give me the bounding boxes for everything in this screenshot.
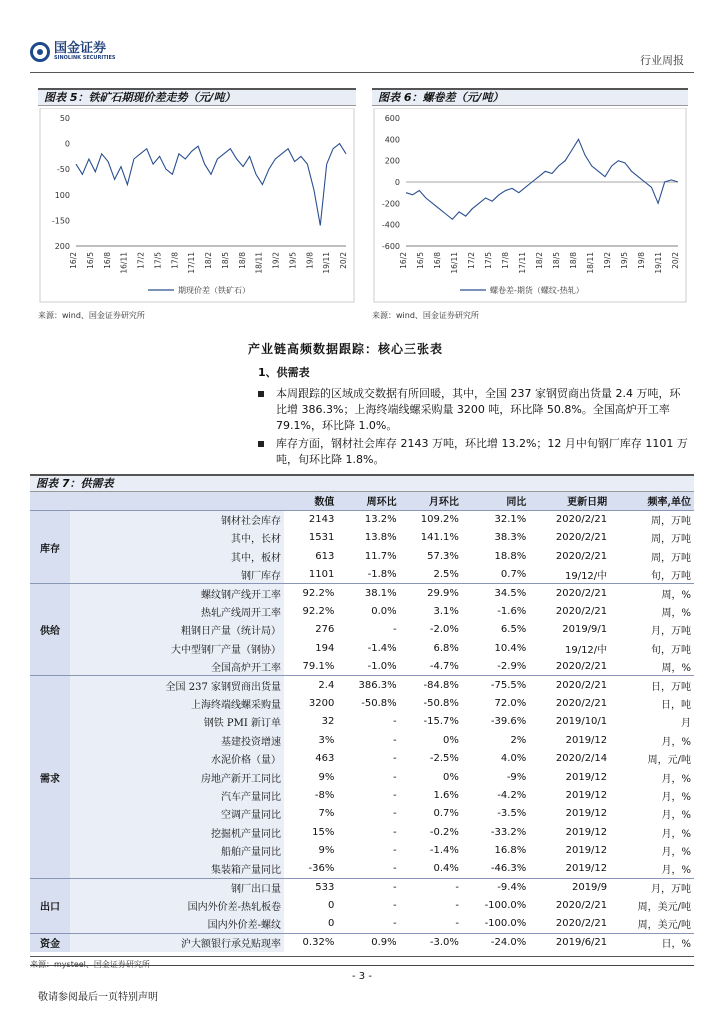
- table-row: [30, 731, 694, 749]
- table-cell: -0.2%: [429, 826, 459, 838]
- x-tick-label: 19/2: [271, 252, 281, 269]
- table-cell: 2%: [510, 734, 527, 746]
- table-cell: 9%: [318, 845, 335, 857]
- x-tick-label: 17/11: [518, 252, 527, 274]
- table-cell: 2019/9/1: [562, 624, 608, 636]
- table-cell: 92.2%: [284, 584, 337, 602]
- table-cell: 276: [315, 624, 335, 636]
- y-tick-label: 600: [384, 114, 400, 123]
- table-cell: 10.4%: [494, 642, 527, 654]
- table-cell: 2020/2/21: [555, 606, 608, 618]
- table-cell: -9%: [506, 771, 527, 783]
- col-header: 同比: [462, 492, 529, 510]
- table-cell: -: [393, 826, 397, 838]
- table-cell: 2019/12: [565, 863, 608, 875]
- row-label: 钢材社会库存: [70, 510, 284, 528]
- y-tick-label: -200: [381, 199, 400, 209]
- table-cell: 1.6%: [433, 789, 459, 801]
- figure-6-title: 图表 6：螺卷差（元/吨）: [372, 88, 688, 106]
- table-cell: -: [455, 918, 459, 930]
- table-cell: 2019/12: [565, 808, 608, 820]
- table-cell: 7%: [318, 808, 335, 820]
- table-cell: 周，万吨: [610, 510, 694, 528]
- table-cell: -50.8%: [361, 697, 397, 709]
- x-tick-label: 18/8: [569, 252, 578, 269]
- subsection-title: 1、供需表: [258, 366, 310, 379]
- bullet-2: [258, 436, 688, 468]
- table-row: [30, 676, 694, 694]
- row-label: 全国高炉开工率: [70, 658, 284, 676]
- table-cell: 2019/12: [565, 826, 608, 838]
- table-cell: 1531: [308, 532, 335, 544]
- col-header: 周环比: [337, 492, 399, 510]
- x-tick-label: 18/8: [237, 252, 247, 269]
- logo-en: SINOLINK SECURITIES: [54, 55, 116, 61]
- table-cell: 周，万吨: [651, 534, 691, 546]
- table-cell: -39.6%: [490, 716, 527, 728]
- table-cell: -24.0%: [462, 933, 529, 951]
- row-label: 上海终端线螺采购量: [70, 694, 284, 712]
- figure-7: [30, 474, 694, 970]
- table-cell: 463: [315, 753, 335, 765]
- row-label: 钢厂出口量: [70, 878, 284, 896]
- table-cell: -: [393, 808, 397, 820]
- legend-label: 期现价差（铁矿石）: [178, 286, 250, 295]
- x-tick-label: 19/2: [603, 252, 612, 269]
- table-cell: -: [393, 918, 397, 930]
- table-cell: 0.7%: [433, 808, 459, 820]
- table-cell: -: [393, 716, 397, 728]
- table-cell: 9%: [318, 771, 335, 783]
- col-header: 频率,单位: [610, 492, 694, 510]
- x-tick-label: 18/5: [220, 252, 230, 269]
- table-row: [30, 639, 694, 657]
- figure-5-source: 来源：wind、国金证券研究所: [38, 311, 145, 320]
- section-title: 产业链高频数据跟踪：核心三张表: [248, 342, 444, 356]
- x-tick-label: 16/2: [399, 252, 408, 269]
- row-label: 其中，长材: [70, 529, 284, 547]
- table-cell: 2.5%: [433, 569, 459, 580]
- table-cell: 2020/2/21: [555, 660, 608, 672]
- table-cell: 0.0%: [371, 606, 397, 618]
- table-row: [30, 915, 694, 933]
- disclaimer: 敬请参阅最后一页特别声明: [38, 992, 158, 1003]
- table-row: [30, 805, 694, 823]
- table-cell: 32: [321, 716, 335, 728]
- table-cell: 2020/2/21: [529, 676, 610, 694]
- row-label: 汽车产量同比: [70, 786, 284, 804]
- table-cell: 月: [681, 718, 691, 730]
- table-cell: -15.7%: [423, 716, 459, 728]
- table-cell: 194: [315, 642, 335, 654]
- table-cell: -1.4%: [367, 642, 397, 654]
- y-tick-label: 50: [59, 114, 70, 123]
- table-cell: 2019/6/21: [529, 933, 610, 951]
- table-cell: -3.0%: [400, 933, 462, 951]
- row-label: 沪大额银行承兑贴现率: [70, 933, 284, 951]
- table-cell: 19/12/中: [564, 644, 608, 656]
- y-tick-label: 200: [384, 156, 400, 166]
- row-label: 挖掘机产量同比: [70, 823, 284, 841]
- table-row: [30, 713, 694, 731]
- table-row: [30, 878, 694, 896]
- group-label: 出口: [30, 878, 70, 933]
- table-cell: -84.8%: [400, 676, 462, 694]
- row-label: 其中，板材: [70, 547, 284, 565]
- bullet-1-text: 本周跟踪的区域成交数据有所回暖，其中，全国 237 家钢贸商出货量 2.4 万吨，环比增 386.3%；上海终端线螺采购量 3200 吨，环比降 50.8%。全国高炉开工率 79.1%，环比降 1.0%。: [276, 387, 681, 432]
- series-line: [76, 144, 346, 226]
- table-cell: -36%: [308, 863, 335, 875]
- figure-6-chart: [372, 108, 688, 304]
- table-cell: 3%: [318, 734, 335, 746]
- table-cell: 日，万吨: [610, 676, 694, 694]
- figure-6: [372, 88, 688, 321]
- table-cell: 613: [315, 550, 335, 562]
- col-header: 更新日期: [529, 492, 610, 510]
- table-cell: 旬，万吨: [651, 571, 691, 582]
- row-label: 船舶产量同比: [70, 841, 284, 859]
- table-cell: 3200: [308, 697, 335, 709]
- y-tick-label: -600: [381, 242, 400, 251]
- x-tick-label: 19/11: [654, 252, 663, 274]
- table-cell: -2.9%: [497, 660, 527, 672]
- x-tick-label: 17/8: [170, 252, 180, 269]
- table-cell: 19/12/中: [564, 571, 608, 582]
- table-cell: 72.0%: [494, 697, 527, 709]
- y-tick-label: -400: [381, 220, 400, 230]
- company-logo: [30, 42, 116, 62]
- x-tick-label: 18/5: [552, 252, 561, 269]
- table-cell: 13.8%: [364, 532, 397, 544]
- y-tick-label: 200: [54, 242, 70, 251]
- row-label: 基建投资增速: [70, 731, 284, 749]
- table-cell: -75.5%: [462, 676, 529, 694]
- table-row: [30, 621, 694, 639]
- table-cell: 2020/2/21: [555, 532, 608, 544]
- table-row: [30, 566, 694, 584]
- row-label: 国内外价差-热轧板卷: [70, 897, 284, 915]
- table-cell: 2020/2/21: [555, 918, 608, 930]
- table-cell: -: [393, 900, 397, 912]
- table-cell: 2020/2/21: [529, 510, 610, 528]
- table-row: [30, 897, 694, 915]
- table-row: [30, 786, 694, 804]
- table-row: [30, 823, 694, 841]
- table-cell: 109.2%: [400, 510, 462, 528]
- y-tick-label: 400: [384, 135, 400, 145]
- table-cell: 38.1%: [337, 584, 399, 602]
- x-tick-label: 16/11: [450, 252, 459, 274]
- x-tick-label: 16/11: [119, 252, 129, 274]
- table-cell: 3.1%: [433, 606, 459, 618]
- y-tick-label: 0: [64, 139, 70, 149]
- table-cell: 周，美元/吨: [637, 920, 691, 932]
- table-cell: -1.4%: [429, 845, 459, 857]
- table-cell: 周，万吨: [651, 552, 691, 564]
- table-cell: 6.8%: [433, 642, 459, 654]
- supply-demand-table: [30, 492, 694, 952]
- table-cell: 2019/12: [565, 789, 608, 801]
- table-cell: 32.1%: [462, 510, 529, 528]
- table-cell: -46.3%: [490, 863, 527, 875]
- figure-5-title: 图表 5：铁矿石期现价差走势（元/吨）: [38, 88, 356, 106]
- row-label: 钢铁 PMI 新订单: [70, 713, 284, 731]
- table-row: [30, 841, 694, 859]
- x-tick-label: 18/11: [586, 252, 595, 274]
- x-tick-label: 16/8: [102, 252, 112, 269]
- x-tick-label: 17/2: [467, 252, 476, 269]
- table-cell: 0.4%: [433, 863, 459, 875]
- group-label: 资金: [30, 933, 70, 951]
- table-cell: 周，%: [661, 608, 691, 620]
- table-cell: 29.9%: [400, 584, 462, 602]
- row-label: 水泥价格（量）: [70, 749, 284, 767]
- bullet-icon: [258, 391, 264, 397]
- table-cell: 2020/2/14: [555, 753, 608, 765]
- x-tick-label: 16/2: [69, 252, 78, 269]
- table-cell: 2143: [284, 510, 337, 528]
- table-cell: -8%: [314, 789, 335, 801]
- table-cell: 月，%: [661, 810, 691, 822]
- table-cell: 13.2%: [337, 510, 399, 528]
- table-cell: 11.7%: [364, 550, 397, 562]
- table-cell: 2020/2/21: [555, 697, 608, 709]
- table-cell: 2019/12: [565, 771, 608, 783]
- table-cell: 月，%: [661, 847, 691, 859]
- row-label: 空调产量同比: [70, 805, 284, 823]
- row-label: 集装箱产量同比: [70, 860, 284, 878]
- table-cell: 38.3%: [494, 532, 527, 544]
- x-tick-label: 18/2: [204, 252, 213, 269]
- table-cell: 2019/9: [529, 878, 610, 896]
- table-cell: 1101: [308, 569, 335, 580]
- series-line: [406, 139, 678, 219]
- table-cell: 0: [327, 918, 335, 930]
- table-cell: 0: [327, 900, 335, 912]
- logo-icon: [30, 42, 50, 62]
- bullet-1: [258, 386, 688, 434]
- group-label: 供给: [30, 584, 70, 676]
- table-cell: 533: [284, 878, 337, 896]
- table-cell: 2020/2/21: [529, 584, 610, 602]
- table-row: [30, 584, 694, 602]
- x-tick-label: 18/11: [254, 252, 264, 274]
- table-row: [30, 529, 694, 547]
- x-tick-label: 17/2: [136, 252, 146, 269]
- table-cell: 周，%: [610, 584, 694, 602]
- table-cell: -: [393, 771, 397, 783]
- x-tick-label: 17/5: [484, 252, 493, 269]
- table-cell: -2.0%: [429, 624, 459, 636]
- table-cell: 79.1%: [302, 660, 335, 672]
- footer-divider: [30, 965, 694, 966]
- figure-5: [38, 88, 356, 321]
- table-cell: 0.7%: [500, 569, 527, 580]
- table-cell: -9.4%: [462, 878, 529, 896]
- table-cell: 2019/12: [565, 845, 608, 857]
- table-cell: -: [393, 789, 397, 801]
- table-row: [30, 768, 694, 786]
- chart-frame: [40, 108, 354, 302]
- table-cell: 月，%: [661, 865, 691, 877]
- x-tick-label: 17/11: [187, 252, 197, 274]
- row-label: 全国 237 家钢贸商出货量: [70, 676, 284, 694]
- table-cell: -100.0%: [484, 918, 527, 930]
- x-tick-label: 16/8: [433, 252, 442, 269]
- x-tick-label: 19/8: [305, 252, 315, 269]
- table-cell: -: [393, 753, 397, 765]
- table-cell: 月，%: [661, 773, 691, 785]
- x-tick-label: 20/2: [671, 252, 680, 269]
- table-cell: -4.7%: [429, 660, 459, 672]
- table-cell: -3.5%: [497, 808, 527, 820]
- table-cell: -50.8%: [423, 697, 459, 709]
- x-tick-label: 16/5: [416, 252, 425, 269]
- table-cell: -4.2%: [497, 789, 527, 801]
- table-cell: 141.1%: [420, 532, 459, 544]
- table-cell: -: [337, 878, 399, 896]
- figure-7-source: [30, 956, 694, 970]
- bullet-2-text: 库存方面，钢材社会库存 2143 万吨，环比增 13.2%；12 月中旬钢厂库存 1101 万吨，旬环比降 1.8%。: [276, 437, 688, 466]
- table-row: [30, 602, 694, 620]
- row-label: 热轧产线周开工率: [70, 602, 284, 620]
- table-cell: 2019/10/1: [555, 716, 608, 728]
- table-cell: 0.9%: [337, 933, 399, 951]
- table-row: [30, 860, 694, 878]
- table-cell: -100.0%: [484, 900, 527, 912]
- table-cell: 34.5%: [462, 584, 529, 602]
- x-tick-label: 19/5: [288, 252, 298, 269]
- table-cell: 2020/2/21: [555, 900, 608, 912]
- table-cell: -1.8%: [367, 569, 397, 580]
- table-cell: 周，元/吨: [647, 755, 691, 767]
- row-label: 大中型钢厂产量（钢协）: [70, 639, 284, 657]
- y-tick-label: -150: [51, 216, 70, 226]
- table-cell: -: [393, 734, 397, 746]
- table-cell: -1.6%: [497, 606, 527, 618]
- table-cell: -1.0%: [367, 660, 397, 672]
- table-row: [30, 933, 694, 951]
- table-row: [30, 749, 694, 767]
- table-cell: -2.5%: [429, 753, 459, 765]
- table-cell: -: [400, 878, 462, 896]
- group-label: 库存: [30, 510, 70, 584]
- table-header-row: [30, 492, 694, 510]
- x-tick-label: 19/11: [322, 252, 332, 274]
- page-number: - 3 -: [352, 971, 372, 982]
- table-cell: 月，万吨: [610, 878, 694, 896]
- table-cell: 2.4: [284, 676, 337, 694]
- col-header: 数值: [284, 492, 337, 510]
- table-cell: 16.8%: [494, 845, 527, 857]
- row-label: 钢厂库存: [70, 566, 284, 584]
- col-header: 月环比: [400, 492, 462, 510]
- row-label: 房地产新开工同比: [70, 768, 284, 786]
- table-cell: 0.32%: [284, 933, 337, 951]
- table-cell: 月，%: [661, 828, 691, 840]
- table-cell: 0%: [443, 734, 459, 746]
- table-cell: 18.8%: [494, 550, 527, 562]
- x-tick-label: 16/5: [85, 252, 95, 269]
- table-cell: 6.5%: [500, 624, 527, 636]
- y-tick-label: 100: [54, 190, 70, 200]
- table-cell: 386.3%: [337, 676, 399, 694]
- table-cell: 周，美元/吨: [637, 902, 691, 914]
- x-tick-label: 17/5: [153, 252, 163, 269]
- figure-5-chart: [38, 108, 356, 304]
- group-label: 需求: [30, 676, 70, 878]
- table-cell: 月，%: [661, 791, 691, 803]
- y-tick-label: 0: [394, 178, 400, 187]
- table-row: [30, 547, 694, 565]
- table-cell: -: [393, 845, 397, 857]
- table-cell: -: [393, 863, 397, 875]
- report-type: 行业周报: [640, 54, 684, 67]
- table-cell: 2019/12: [565, 734, 608, 746]
- figure-6-source: 来源：wind、国金证券研究所: [372, 311, 479, 320]
- table-row: [30, 658, 694, 676]
- table-cell: 月，%: [661, 736, 691, 748]
- chart-frame: [374, 108, 686, 302]
- table-row: [30, 510, 694, 528]
- table-cell: 4.0%: [500, 753, 527, 765]
- table-cell: -: [393, 624, 397, 636]
- x-tick-label: 17/8: [501, 252, 510, 269]
- x-tick-label: 18/2: [535, 252, 544, 269]
- logo-cn: 国金证券: [54, 41, 107, 56]
- table-cell: -33.2%: [490, 826, 527, 838]
- figure-7-title: 图表 7：供需表: [30, 474, 694, 492]
- row-label: 国内外价差-螺纹: [70, 915, 284, 933]
- table-cell: 15%: [312, 826, 335, 838]
- row-label: 螺纹钢产线开工率: [70, 584, 284, 602]
- x-tick-label: 19/8: [637, 252, 646, 269]
- x-tick-label: 19/5: [620, 252, 629, 269]
- table-cell: 0%: [443, 771, 459, 783]
- table-cell: -: [455, 900, 459, 912]
- table-cell: 92.2%: [302, 606, 335, 618]
- row-label: 粗钢日产量（统计局）: [70, 621, 284, 639]
- table-cell: 日，%: [610, 933, 694, 951]
- table-row: [30, 694, 694, 712]
- table-cell: 周，%: [661, 662, 691, 674]
- y-tick-label: -50: [56, 165, 70, 175]
- table-cell: 旬，万吨: [651, 644, 691, 656]
- bullet-icon: [258, 441, 264, 447]
- table-cell: 57.3%: [427, 550, 459, 562]
- legend-label: 螺卷差-期货（螺纹-热轧）: [490, 286, 584, 295]
- table-cell: 日，吨: [661, 699, 691, 711]
- table-cell: 2020/2/21: [555, 550, 608, 562]
- header-divider: [30, 72, 694, 73]
- table-cell: 月，万吨: [651, 626, 691, 638]
- x-tick-label: 20/2: [339, 252, 348, 269]
